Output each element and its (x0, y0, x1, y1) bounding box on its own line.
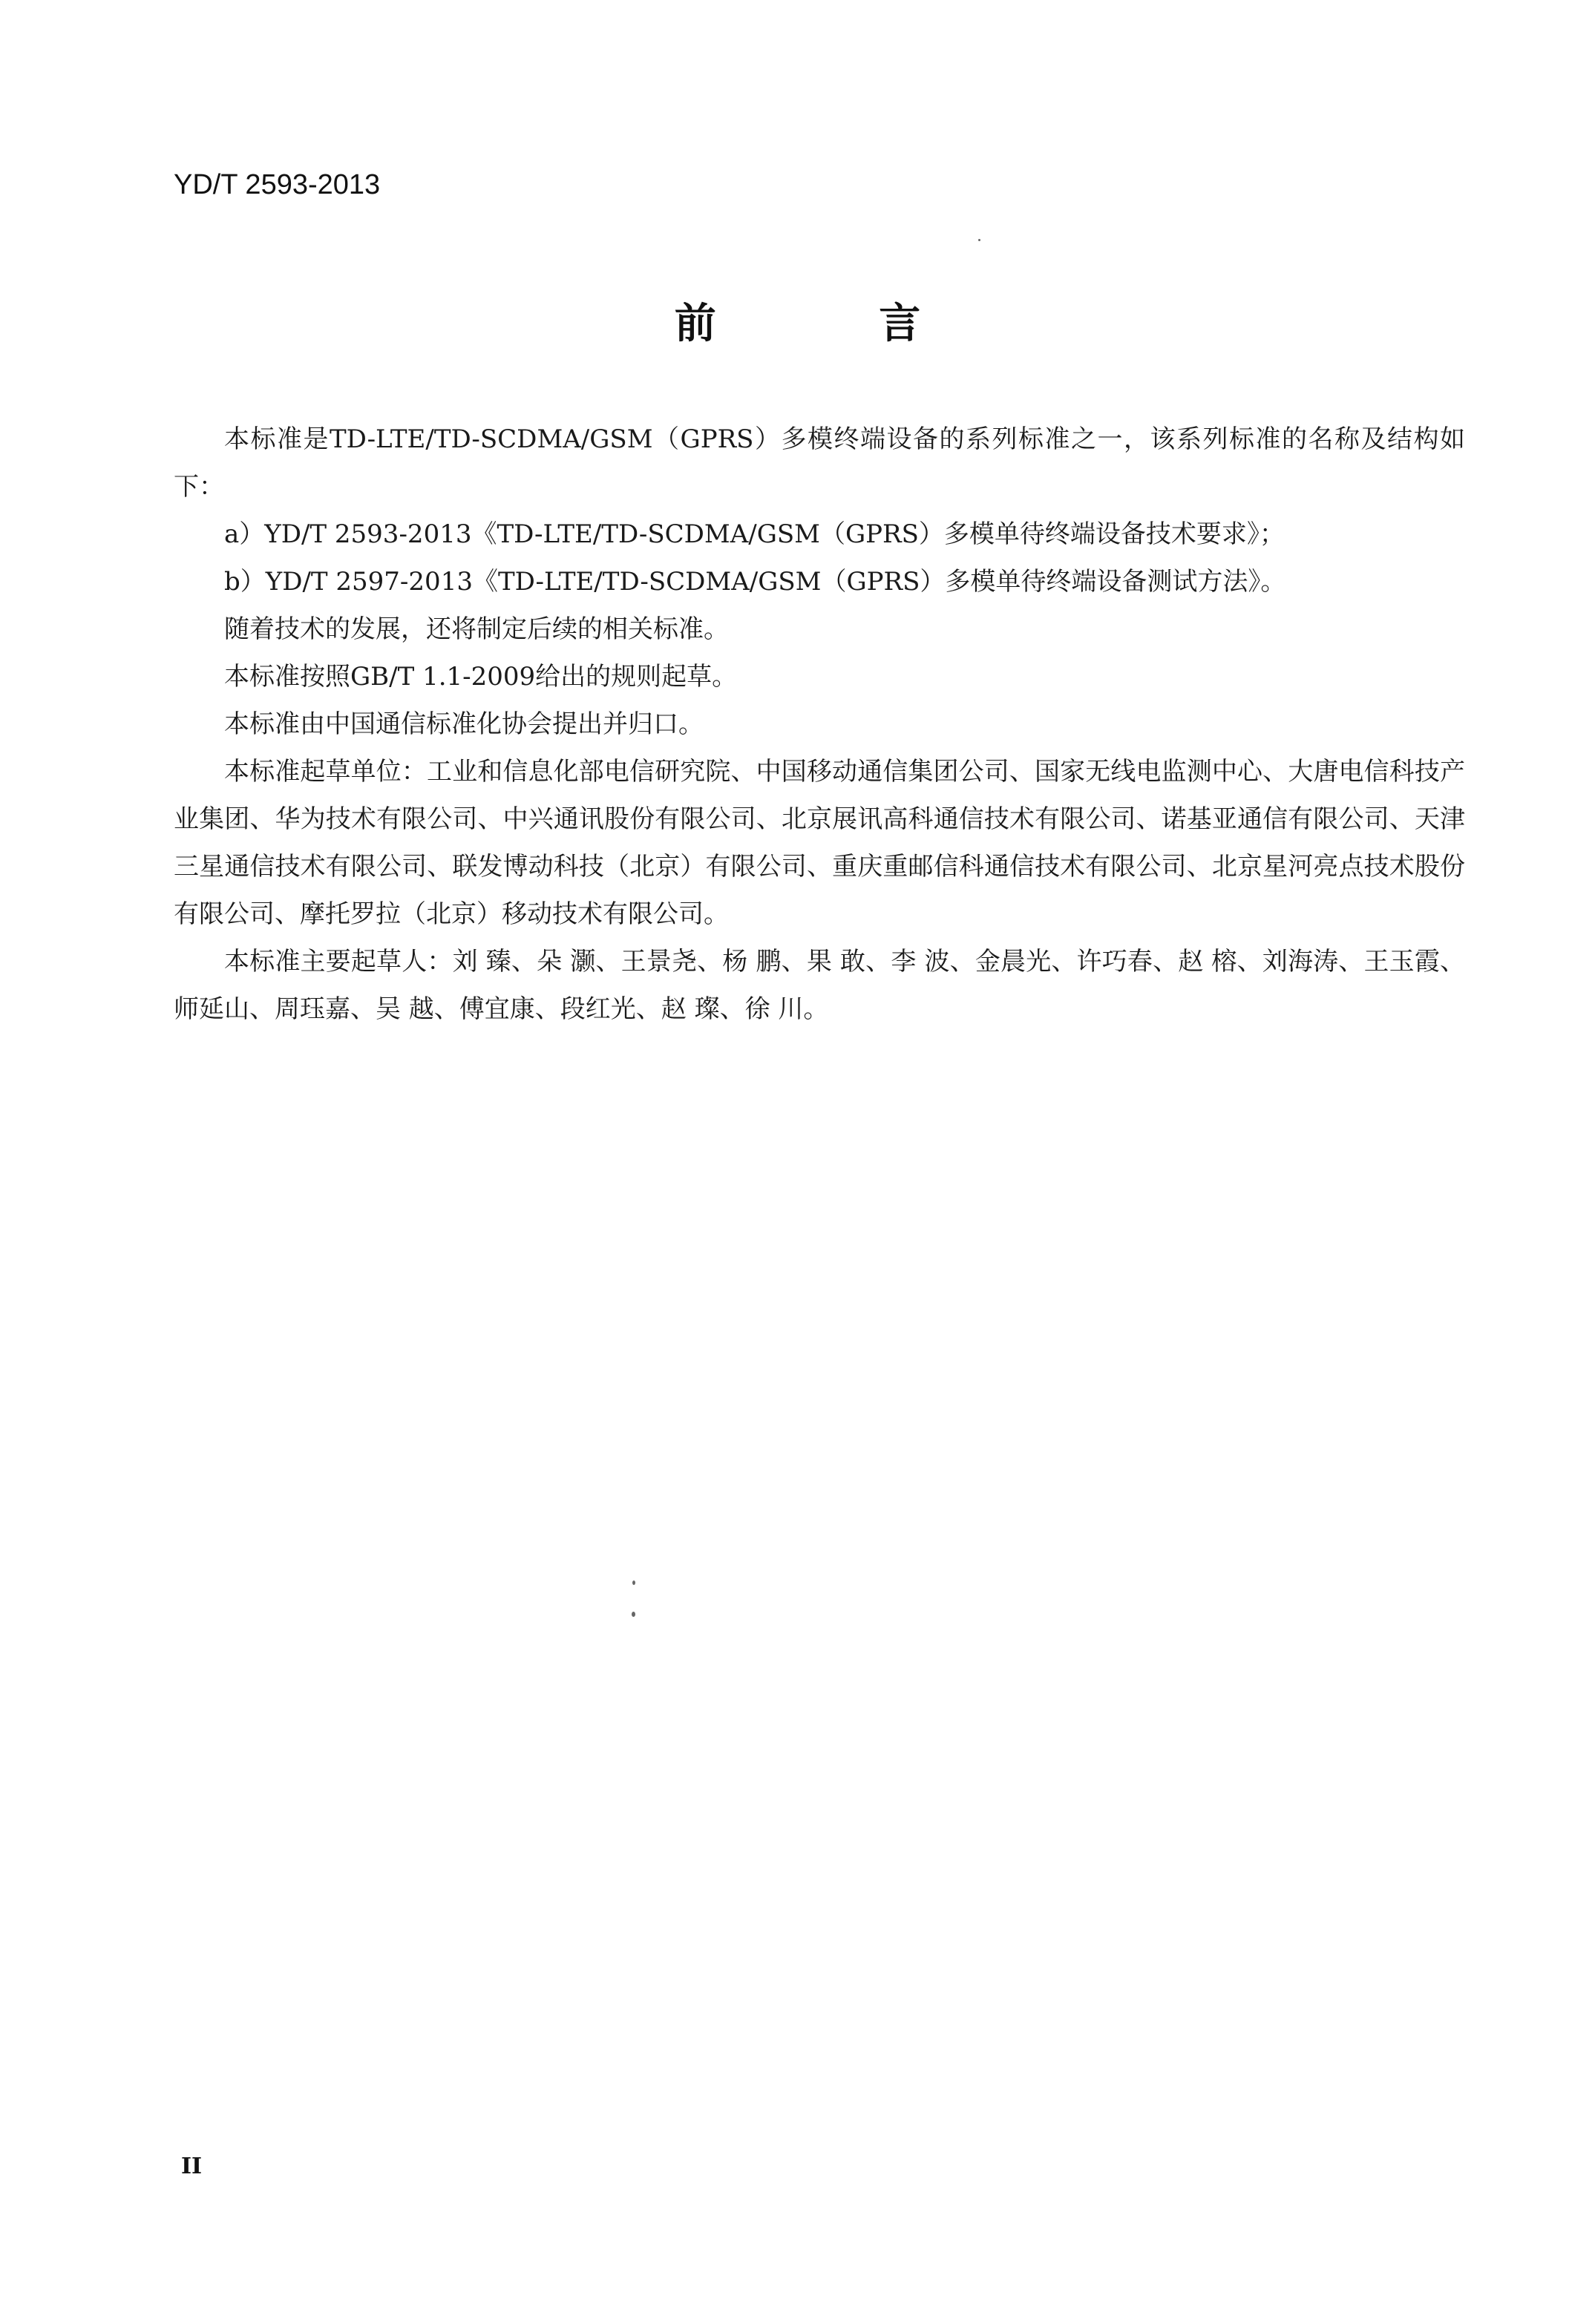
page-number: II (181, 2153, 203, 2179)
drafters-paragraph: 本标准主要起草人：刘 臻、朵 灏、王景尧、杨 鹏、果 敢、李 波、金晨光、许巧春、赵 榕、刘海涛、王玉霞、师延山、周珏嘉、吴 越、傅宜康、段红光、赵 璨、徐 川。 (174, 947, 1465, 1024)
document-code: YD/T 2593-2013 (174, 169, 381, 200)
series-intro-paragraph: 本标准是TD-LTE/TD-SCDMA/GSM（GPRS）多模终端设备的系列标准之一，该系列标准的名称及结构如下： (174, 424, 1465, 502)
scan-speck (632, 1612, 635, 1617)
list-item-b: b）YD/T 2597-2013《TD-LTE/TD-SCDMA/GSM（GPRS）多模单待终端设备测试方法》。 (224, 567, 1286, 597)
section-title: 前 言 (674, 300, 995, 348)
scan-speck (978, 239, 980, 241)
future-standards-paragraph: 随着技术的发展，还将制定后续的相关标准。 (224, 614, 729, 644)
scan-speck (632, 1580, 635, 1585)
drafting-units-paragraph: 本标准起草单位：工业和信息化部电信研究院、中国移动通信集团公司、国家无线电监测中心、大唐电信科技产业集团、华为技术有限公司、中兴通讯股份有限公司、北京展讯高科通信技术有限公司、诺基亚通信有限公司、天津三星通信技术有限公司、联发博动科技（北京）有限公司、重庆重邮信科通信技术有限公司、北京星河亮点技术股份有限公司、摩托罗拉（北京）移动技术有限公司。 (174, 757, 1465, 929)
foreword-body (174, 416, 1465, 1033)
list-item-a: a）YD/T 2593-2013《TD-LTE/TD-SCDMA/GSM（GPRS）多模单待终端设备技术要求》； (224, 519, 1285, 549)
proposer-paragraph: 本标准由中国通信标准化协会提出并归口。 (224, 709, 704, 739)
drafting-rules-paragraph: 本标准按照GB/T 1.1-2009给出的规则起草。 (224, 662, 738, 692)
